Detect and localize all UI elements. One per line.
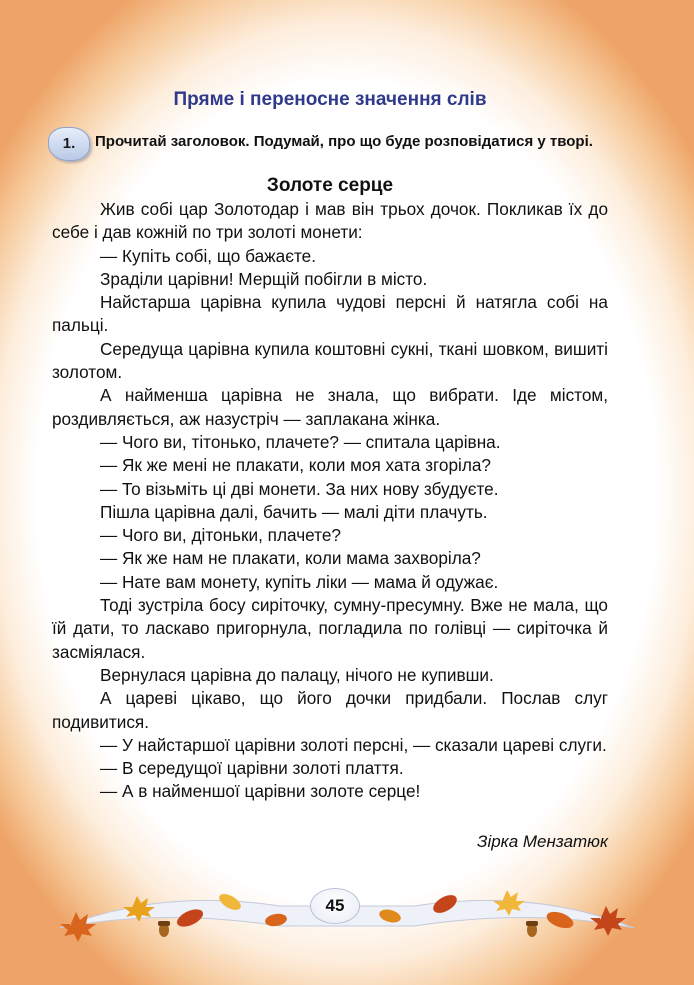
maple-leaf-icon (60, 912, 96, 942)
story-paragraph: А найменша царівна не знала, що вибрати. Іде містом, роздивляється, аж назустріч — заплакана жінка. (52, 385, 608, 429)
story-paragraph: — То візьміть ці дві монети. За них нову збудуєте. (100, 478, 499, 499)
task-number-badge: 1. (48, 127, 90, 161)
story-paragraph: Жив собі цар Золотодар і мав він трьох дочок. Покликав їх до себе і дав кожній по три золоті монети: (52, 199, 608, 243)
maple-leaf-icon (590, 906, 626, 936)
page-footer (40, 868, 654, 948)
story-title: Золоте серце (266, 175, 394, 196)
story-text (52, 198, 608, 804)
story-paragraph: — Чого ви, тітонько, плачете? — спитала царівна. (100, 431, 501, 452)
story-paragraph: — Чого ви, дітоньки, плачете? (100, 525, 341, 546)
story-paragraph: — Як же мені не плакати, коли моя хата згоріла? (100, 455, 491, 476)
story-paragraph: — Нате вам монету, купіть ліки — мама й одужає. (100, 571, 499, 592)
task-block (48, 123, 618, 173)
story-paragraph: — Як же нам не плакати, коли мама захворіла? (100, 548, 481, 569)
acorn-icon (526, 921, 538, 937)
story-paragraph: — Купіть собі, що бажаєте. (100, 245, 316, 266)
story-paragraph: — В середущої царівни золоті плаття. (100, 758, 404, 779)
story-paragraph: А цареві цікаво, що його дочки придбали. Послав слуг подивитися. (52, 688, 608, 732)
story-paragraph: Пішла царівна далі, бачить — малі діти плачуть. (100, 501, 488, 522)
story-paragraph: Зраділи царівни! Мерщій побігли в місто. (100, 268, 428, 289)
story-paragraph: — У найстаршої царівни золоті персні, — сказали цареві слуги. (100, 734, 607, 755)
lesson-title: Пряме і переносне значення слів (173, 89, 487, 110)
story-paragraph: Середуща царівна купила коштовні сукні, ткані шовком, вишиті золотом. (52, 338, 608, 383)
task-instruction: Прочитай заголовок. Подумай, про що буде розповідатися у творі. (95, 133, 593, 150)
story-paragraph: Вернулася царівна до палацу, нічого не купивши. (100, 664, 494, 685)
page-number: 45 (310, 888, 360, 924)
acorn-icon (158, 921, 170, 937)
story-paragraph: Найстарша царівна купила чудові персні й натягла собі на пальці. (52, 292, 608, 336)
story-paragraph: Тоді зустріла босу сиріточку, сумну-пресумну. Вже не мала, що їй дати, то ласкаво пригорнула, погладила по голівці — сиріточка й засміялася. (52, 595, 608, 662)
story-paragraph: — А в найменшої царівни золоте серце! (100, 781, 421, 802)
story-author: Зірка Мензатюк (477, 832, 608, 851)
